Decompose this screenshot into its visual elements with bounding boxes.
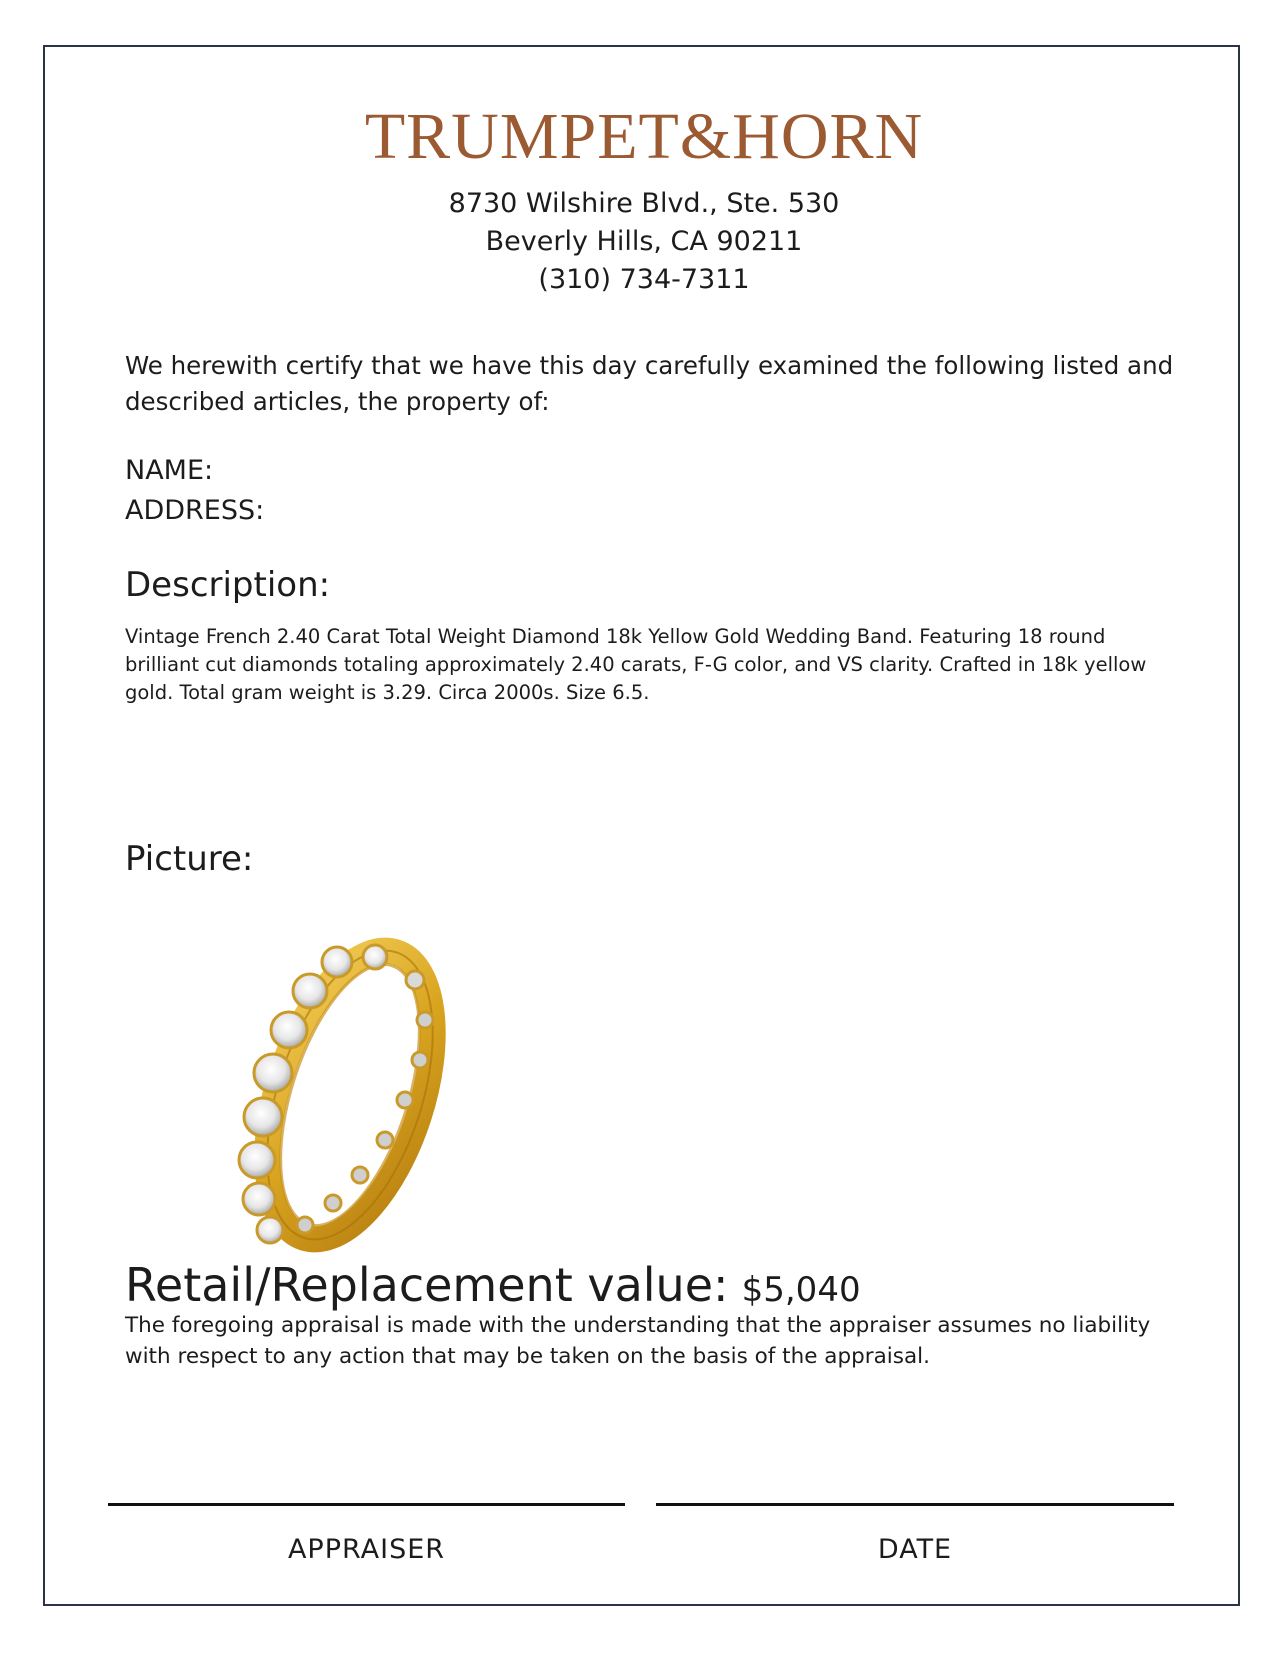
date-signature-line: [656, 1503, 1174, 1506]
retail-value-label: Retail/Replacement value:: [125, 1258, 729, 1312]
date-label: DATE: [877, 1534, 953, 1565]
name-label: NAME:: [125, 455, 214, 486]
description-heading: Description:: [125, 565, 331, 605]
address-line-1: 8730 Wilshire Blvd., Ste. 530: [448, 188, 840, 219]
picture-heading: Picture:: [125, 839, 254, 879]
diamond-eternity-ring-image: [225, 935, 475, 1255]
certification-statement: We herewith certify that we have this day carefully examined the following listed and described articles, the property of:: [125, 351, 1174, 416]
disclaimer-text: The foregoing appraisal is made with the understanding that the appraiser assumes no liability with respect to any action that may be taken on the basis of the appraisal.: [125, 1313, 1151, 1369]
retail-value-amount: $5,040: [741, 1270, 861, 1310]
address-label: ADDRESS:: [125, 495, 265, 526]
phone-number: (310) 734-7311: [538, 264, 750, 295]
brand-logo: TRUMPET&HORN: [364, 100, 924, 173]
appraiser-signature-line: [108, 1503, 625, 1506]
appraiser-label: APPRAISER: [287, 1534, 446, 1565]
description-text: Vintage French 2.40 Carat Total Weight Diamond 18k Yellow Gold Wedding Band. Featuring 18 round brilliant cut diamonds totaling approximately 2.40 carats, F-G color, and VS clarity. Crafted in 18k yellow gold. Total gram weight is 3.29. Circa 2000s. Size 6.5.: [125, 625, 1147, 704]
address-line-2: Beverly Hills, CA 90211: [485, 226, 803, 257]
